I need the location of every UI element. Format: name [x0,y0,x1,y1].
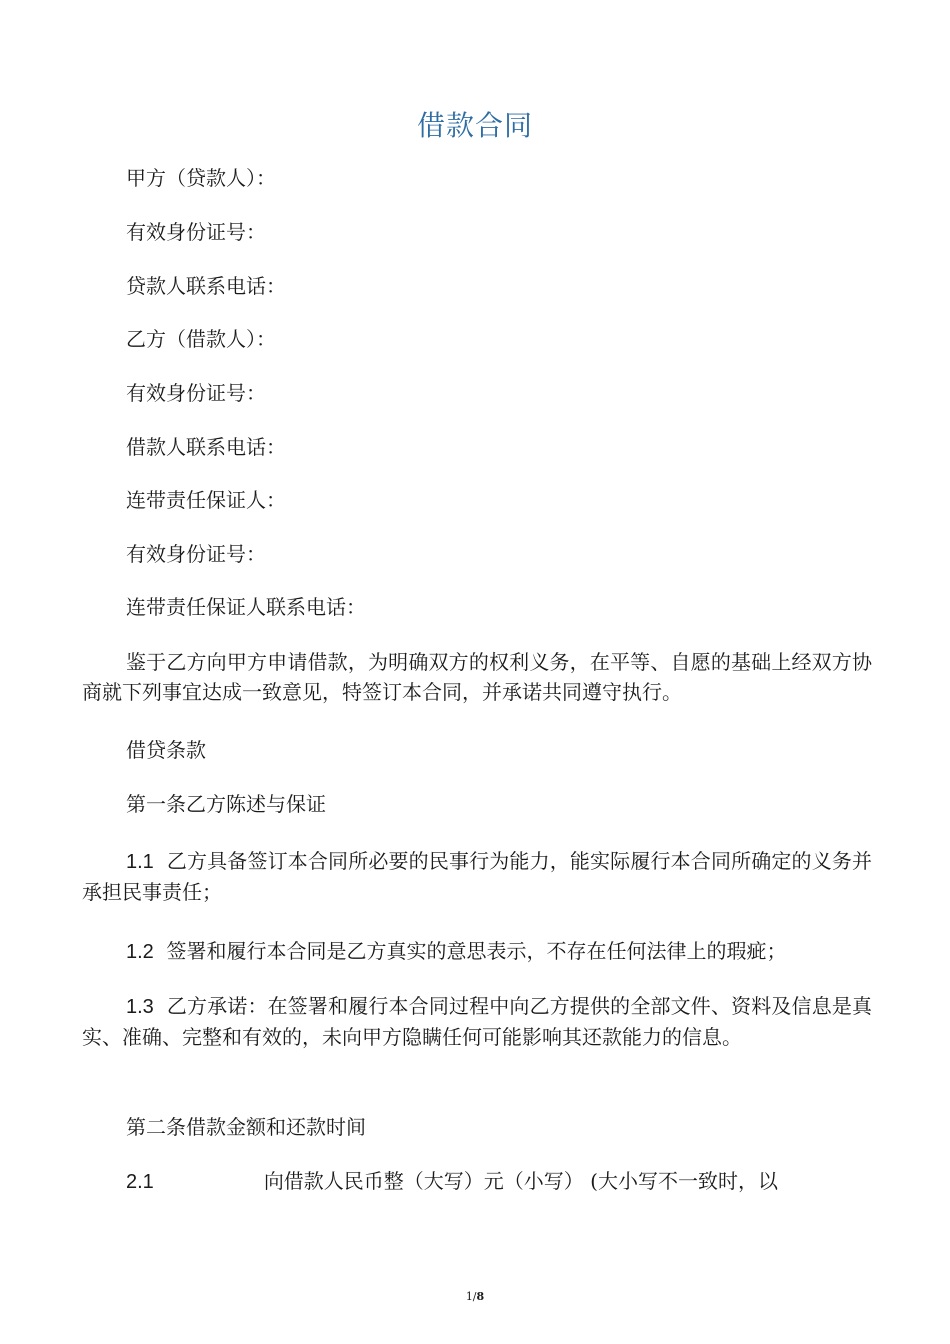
field-borrower-phone: 借款人联系电话： [126,435,286,459]
field-borrower: 乙方（借款人）： [126,327,276,351]
field-lender-phone: 贷款人联系电话： [126,274,286,298]
field-guarantor-id: 有效身份证号： [126,542,266,566]
article1-heading: 第一条乙方陈述与保证 [126,792,326,816]
page-footer [0,1290,950,1303]
field-guarantor: 连带责任保证人： [126,488,286,512]
page-number: 1/ [465,1290,477,1303]
clause-1-1-text: 乙方具备签订本合同所必要的民事行为能力，能实际履行本合同所确定的义务并承担民事责任； [82,849,873,904]
field-lender: 甲方（贷款人）： [126,166,276,190]
field-borrower-id: 有效身份证号： [126,381,266,405]
preamble-paragraph: 鉴于乙方向甲方申请借款，为明确双方的权利义务，在平等、自愿的基础上经双方协商就下列事宜达成一致意见，特签订本合同，并承诺共同遵守执行。 [82,650,872,704]
clause-1-2 [82,936,872,967]
clause-1-3 [82,991,872,1052]
clause-1-3-text: 乙方承诺：在签署和履行本合同过程中向乙方提供的全部文件、资料及信息是真实、准确、完整和有效的，未向甲方隐瞒任何可能影响其还款能力的信息。 [82,994,873,1049]
page-total: 8 [476,1290,485,1303]
clause-2-1-text: 向借款人民币整（大写）元（小写） (大小写不一致时，以 [263,1169,778,1193]
clause-1-1-number: 1.1 [126,851,154,873]
document-title: 借款合同 [416,109,533,142]
clause-1-2-number: 1.2 [126,941,154,963]
field-lender-id: 有效身份证号： [126,220,266,244]
clause-1-2-text: 签署和履行本合同是乙方真实的意思表示，不存在任何法律上的瑕疵； [166,939,787,963]
section-heading: 借贷条款 [126,738,206,762]
article2-heading: 第二条借款金额和还款时间 [126,1115,366,1139]
clause-2-1 [126,1167,778,1196]
clause-1-1 [82,846,872,907]
clause-2-1-number: 2.1 [126,1171,154,1193]
field-guarantor-phone: 连带责任保证人联系电话： [126,595,366,619]
clause-1-3-number: 1.3 [126,996,154,1018]
